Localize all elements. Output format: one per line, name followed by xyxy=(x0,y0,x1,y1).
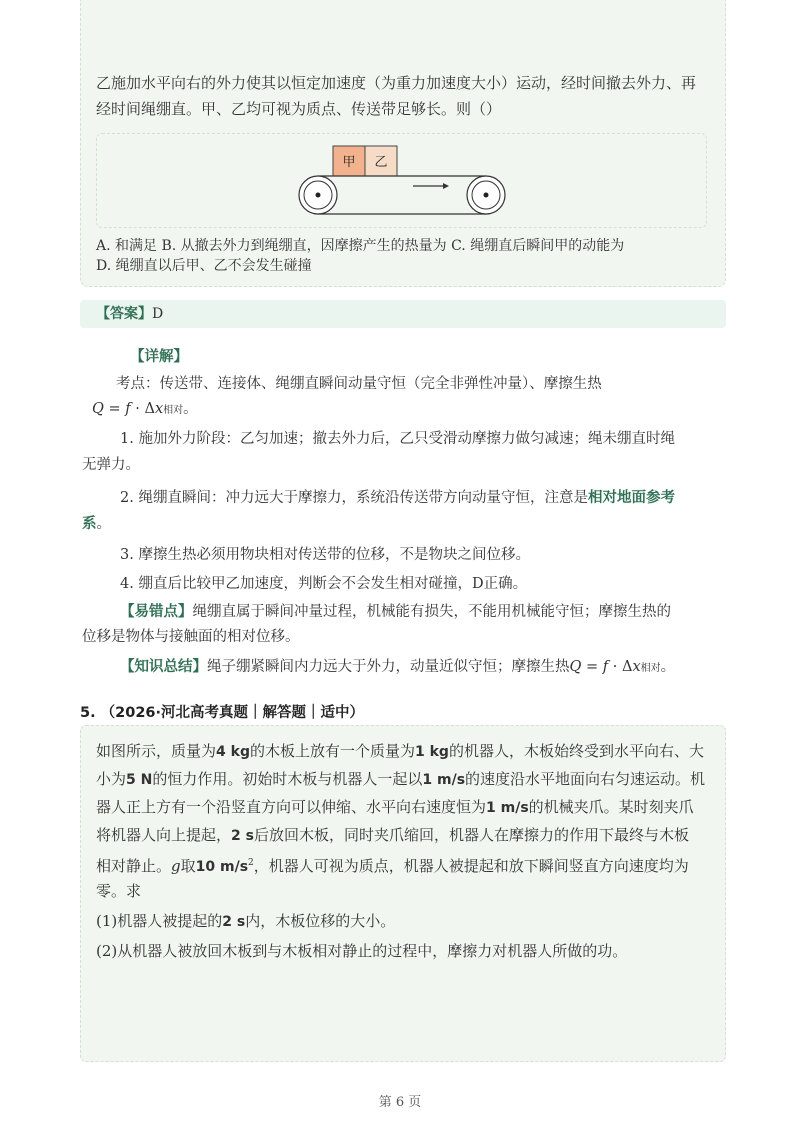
step-2-line-a: 2. 绳绷直瞬间：冲力远大于摩擦力，系统沿传送带方向动量守恒，注意是相对地面参考 xyxy=(120,489,675,506)
page-number: 第 6 页 xyxy=(378,1095,422,1110)
step-1-line-b: 无弹力。 xyxy=(82,457,140,473)
step-1-line-a: 1. 施加外力阶段：乙匀加速；撤去外力后，乙只受滑动摩擦力做匀减速；绳未绷直时绳 xyxy=(120,431,675,447)
answer-value: D xyxy=(152,306,164,322)
q5-line-2: 小为5 N的恒力作用。初始时木板与机器人一起以1 m/s的速度沿水平地面向右匀速运动。机 xyxy=(96,770,706,788)
q4-stem-line-1: 乙施加水平向右的外力使其以恒定加速度（为重力加速度大小）运动，经时间撤去外力、再 xyxy=(96,74,697,92)
q4-options-line-2: D. 绳绷直以后甲、乙不会发生碰撞 xyxy=(96,258,312,274)
step-3-line: 3. 摩擦生热必须用物块相对传送带的位移，不是物块之间位移。 xyxy=(120,547,530,563)
q4-stem-line-2: 经时间绳绷直。甲、乙均可视为质点、传送带足够长。则（） xyxy=(96,100,502,118)
answer-label: 【答案】 xyxy=(96,306,152,322)
zhishi-line: 【知识总结】绳子绷紧瞬间内力远大于外力，动量近似守恒；摩擦生热Q = f · Δx相对。 xyxy=(120,658,676,675)
step-2-line-b: 系。 xyxy=(82,515,111,532)
q5-sub-question-2: (2)从机器人被放回木板到与木板相对静止的过程中，摩擦力对机器人所做的功。 xyxy=(96,942,628,960)
answer-bar xyxy=(80,300,726,328)
detail-heading: 【详解】 xyxy=(130,348,188,365)
step-4-line: 4. 绷直后比较甲乙加速度，判断会不会发生相对碰撞，D正确。 xyxy=(120,576,528,592)
q5-header: 5. （2026·河北高考真题｜解答题｜适中） xyxy=(80,705,365,721)
q5-line-6: 零。求 xyxy=(96,882,142,900)
friction-heat-formula: Q = f · Δx相对。 xyxy=(92,401,198,417)
block-yi-label: 乙 xyxy=(374,155,388,170)
yicuo-line-a: 【易错点】绳绷直属于瞬间冲量过程，机械能有损失，不能用机械能守恒；摩擦生热的 xyxy=(120,603,671,620)
q5-line-1: 如图所示，质量为4 kg的木板上放有一个质量为1 kg的机器人，木板始终受到水平向右、大 xyxy=(96,742,704,760)
yicuo-line-b: 位移是物体与接触面的相对位移。 xyxy=(82,629,300,645)
conveyor-belt-figure xyxy=(97,134,706,227)
block-jia-label: 甲 xyxy=(342,155,356,170)
q4-options-line-1: A. 和满足 B. 从撤去外力到绳绷直，因摩擦产生的热量为 C. 绳绷直后瞬间甲的动能为 xyxy=(96,238,625,254)
q5-sub-question-1: (1)机器人被提起的2 s内，木板位移的大小。 xyxy=(96,912,396,930)
q5-line-5: 相对静止。g取10 $m/s^2$，机器人可视为质点，机器人被提起和放下瞬间竖直方向速度均为 xyxy=(96,857,689,875)
q5-line-3: 器人正上方有一个沿竖直方向可以伸缩、水平向右速度恒为1 m/s的机械夹爪。某时刻夹爪 xyxy=(96,798,694,816)
kaodian-line: 考点：传送带、连接体、绳绷直瞬间动量守恒（完全非弹性冲量）、摩擦生热 xyxy=(116,376,602,392)
q5-line-4: 将机器人向上提起，2 s后放回木板，同时夹爪缩回，机器人在摩擦力的作用下最终与木板 xyxy=(96,826,689,844)
figure-box xyxy=(96,133,707,228)
arrow-head-icon xyxy=(443,183,449,189)
